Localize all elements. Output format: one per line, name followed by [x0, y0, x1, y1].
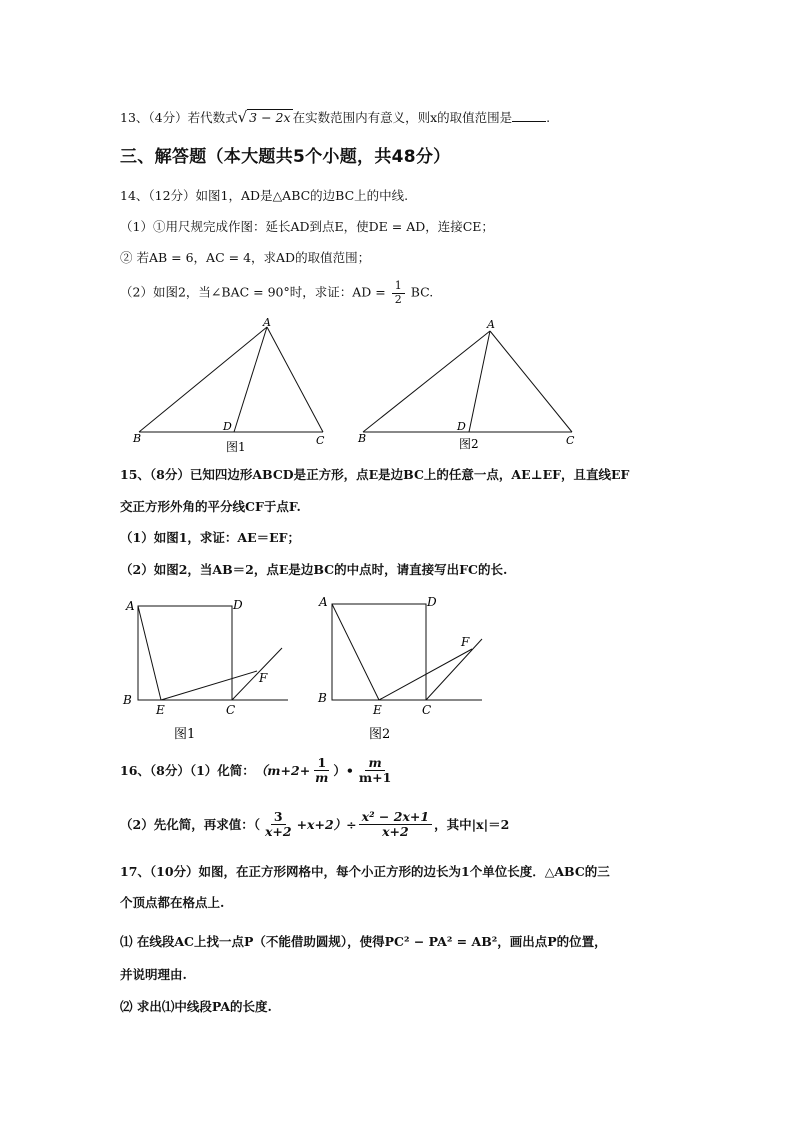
q15-fig2-label-e: E [373, 703, 382, 717]
q16-p2-suffix: ，其中|x|＝2 [434, 817, 510, 833]
q17-line1: 17、（10分）如图，在正方形网格中，每个小正方形的边长为1个单位长度．△ABC的三 [120, 864, 610, 879]
q16-part2 [120, 810, 509, 840]
q16-p2-frac2-den: x+2 [382, 824, 409, 840]
q16-p2-mid: +x+2）÷ [296, 817, 357, 833]
q14-fig1-caption: 图1 [226, 440, 246, 454]
q16-p2-frac2-num: x² − 2x+1 [359, 810, 432, 825]
q14-line4-prefix: （2）如图2，当∠BAC = 90°时，求证：AD = [120, 284, 386, 300]
q14-figure-2 [363, 331, 572, 432]
q14-line4-suffix: BC. [410, 284, 434, 300]
q14-frac-den: 2 [394, 292, 402, 306]
q14-fig1-label-c: C [316, 434, 325, 447]
q14-fig2-label-a: A [487, 318, 495, 331]
q16-p1-prefix: 16、（8分）（1）化简： [120, 763, 255, 779]
q13-suffix: 在实数范围内有意义，则x的取值范围是 [292, 110, 513, 125]
section-3-title: 三、解答题（本大题共5个小题，共48分） [120, 147, 451, 167]
q15-fig2-caption: 图2 [369, 727, 391, 742]
q16-p2-frac1-num: 3 [271, 810, 286, 825]
q15-line3: （1）如图1，求证：AE＝EF； [120, 530, 301, 545]
q14-half-fraction [392, 280, 405, 306]
q16-p2-frac2 [359, 810, 432, 840]
q15-line4: （2）如图2，当AB＝2，点E是边BC的中点时，请直接写出FC的长. [120, 562, 508, 577]
q16-p1-open: （m+2+ [254, 763, 311, 779]
q14-figure-1 [139, 327, 323, 432]
q13-end: . [546, 110, 551, 125]
q14-figures [0, 315, 794, 455]
q15-figures [0, 588, 794, 748]
q13-sqrt: √ 3 − 2x [237, 108, 291, 126]
q16-p2-frac1 [262, 810, 295, 840]
q13-answer-blank[interactable] [512, 110, 546, 122]
q16-p1-frac2 [356, 756, 394, 786]
q14-fig2-label-b: B [358, 432, 367, 445]
q15-figure-1 [138, 606, 288, 700]
q16-p1-frac1 [312, 756, 331, 786]
q16-p1-frac1-num: 1 [314, 756, 329, 771]
q15-fig1-label-c: C [226, 703, 236, 717]
q14-line1: 14、（12分）如图1，AD是△ABC的边BC上的中线. [120, 188, 409, 203]
q15-fig2-label-f: F [461, 635, 470, 649]
q15-figure-2 [332, 604, 482, 700]
q16-p2-prefix: （2）先化简，再求值：（ [120, 817, 260, 833]
q15-fig2-label-d: D [427, 595, 437, 609]
q15-fig2-label-b: B [318, 691, 327, 705]
q13-line [120, 108, 550, 126]
q15-fig1-label-f: F [259, 671, 268, 685]
q14-fig1-label-a: A [263, 316, 271, 329]
q15-fig1-label-b: B [123, 693, 132, 707]
q16-p1-frac2-num: m [365, 756, 384, 771]
q16-p2-frac1-den: x+2 [264, 824, 292, 840]
q16-p1-frac1-den: m [315, 770, 329, 786]
q14-fig2-caption: 图2 [459, 437, 479, 451]
q14-line3: ② 若AB = 6，AC = 4，求AD的取值范围； [120, 250, 371, 265]
q14-frac-num: 1 [392, 280, 405, 294]
q14-fig1-label-d: D [223, 420, 232, 433]
q14-line4 [120, 280, 433, 306]
q14-line2: （1）①用尺规完成作图：延长AD到点E，使DE = AD，连接CE； [120, 219, 494, 234]
q15-fig1-label-d: D [233, 598, 243, 612]
q14-fig2-label-d: D [457, 420, 466, 433]
q14-fig1-label-b: B [133, 432, 142, 445]
q13-radicand: 3 − 2x [249, 110, 291, 125]
q17-line2: 个顶点都在格点上. [120, 895, 225, 910]
q15-line1: 15、（8分）已知四边形ABCD是正方形，点E是边BC上的任意一点，AE⊥EF，且直线EF [120, 467, 630, 482]
q15-fig2-label-c: C [422, 703, 432, 717]
q17-line4: 并说明理由. [120, 967, 187, 982]
q15-fig1-caption: 图1 [174, 727, 196, 742]
q17-line3: ⑴ 在线段AC上找一点P（不能借助圆规），使得PC² − PA² = AB²，画出点P的位置， [120, 934, 607, 949]
q14-fig2-label-c: C [566, 434, 575, 447]
q13-prefix: 13、（4分）若代数式 [120, 110, 238, 125]
q16-p1-frac2-den: m+1 [358, 770, 392, 786]
q15-fig1-label-e: E [156, 703, 165, 717]
q15-fig2-label-a: A [319, 595, 328, 609]
q15-line2: 交正方形外角的平分线CF于点F. [120, 499, 301, 514]
q15-fig1-label-a: A [126, 599, 135, 613]
q16-part1 [120, 756, 396, 786]
q16-p1-close: ）• [333, 763, 354, 779]
q17-line5: ⑵ 求出⑴中线段PA的长度. [120, 999, 272, 1014]
